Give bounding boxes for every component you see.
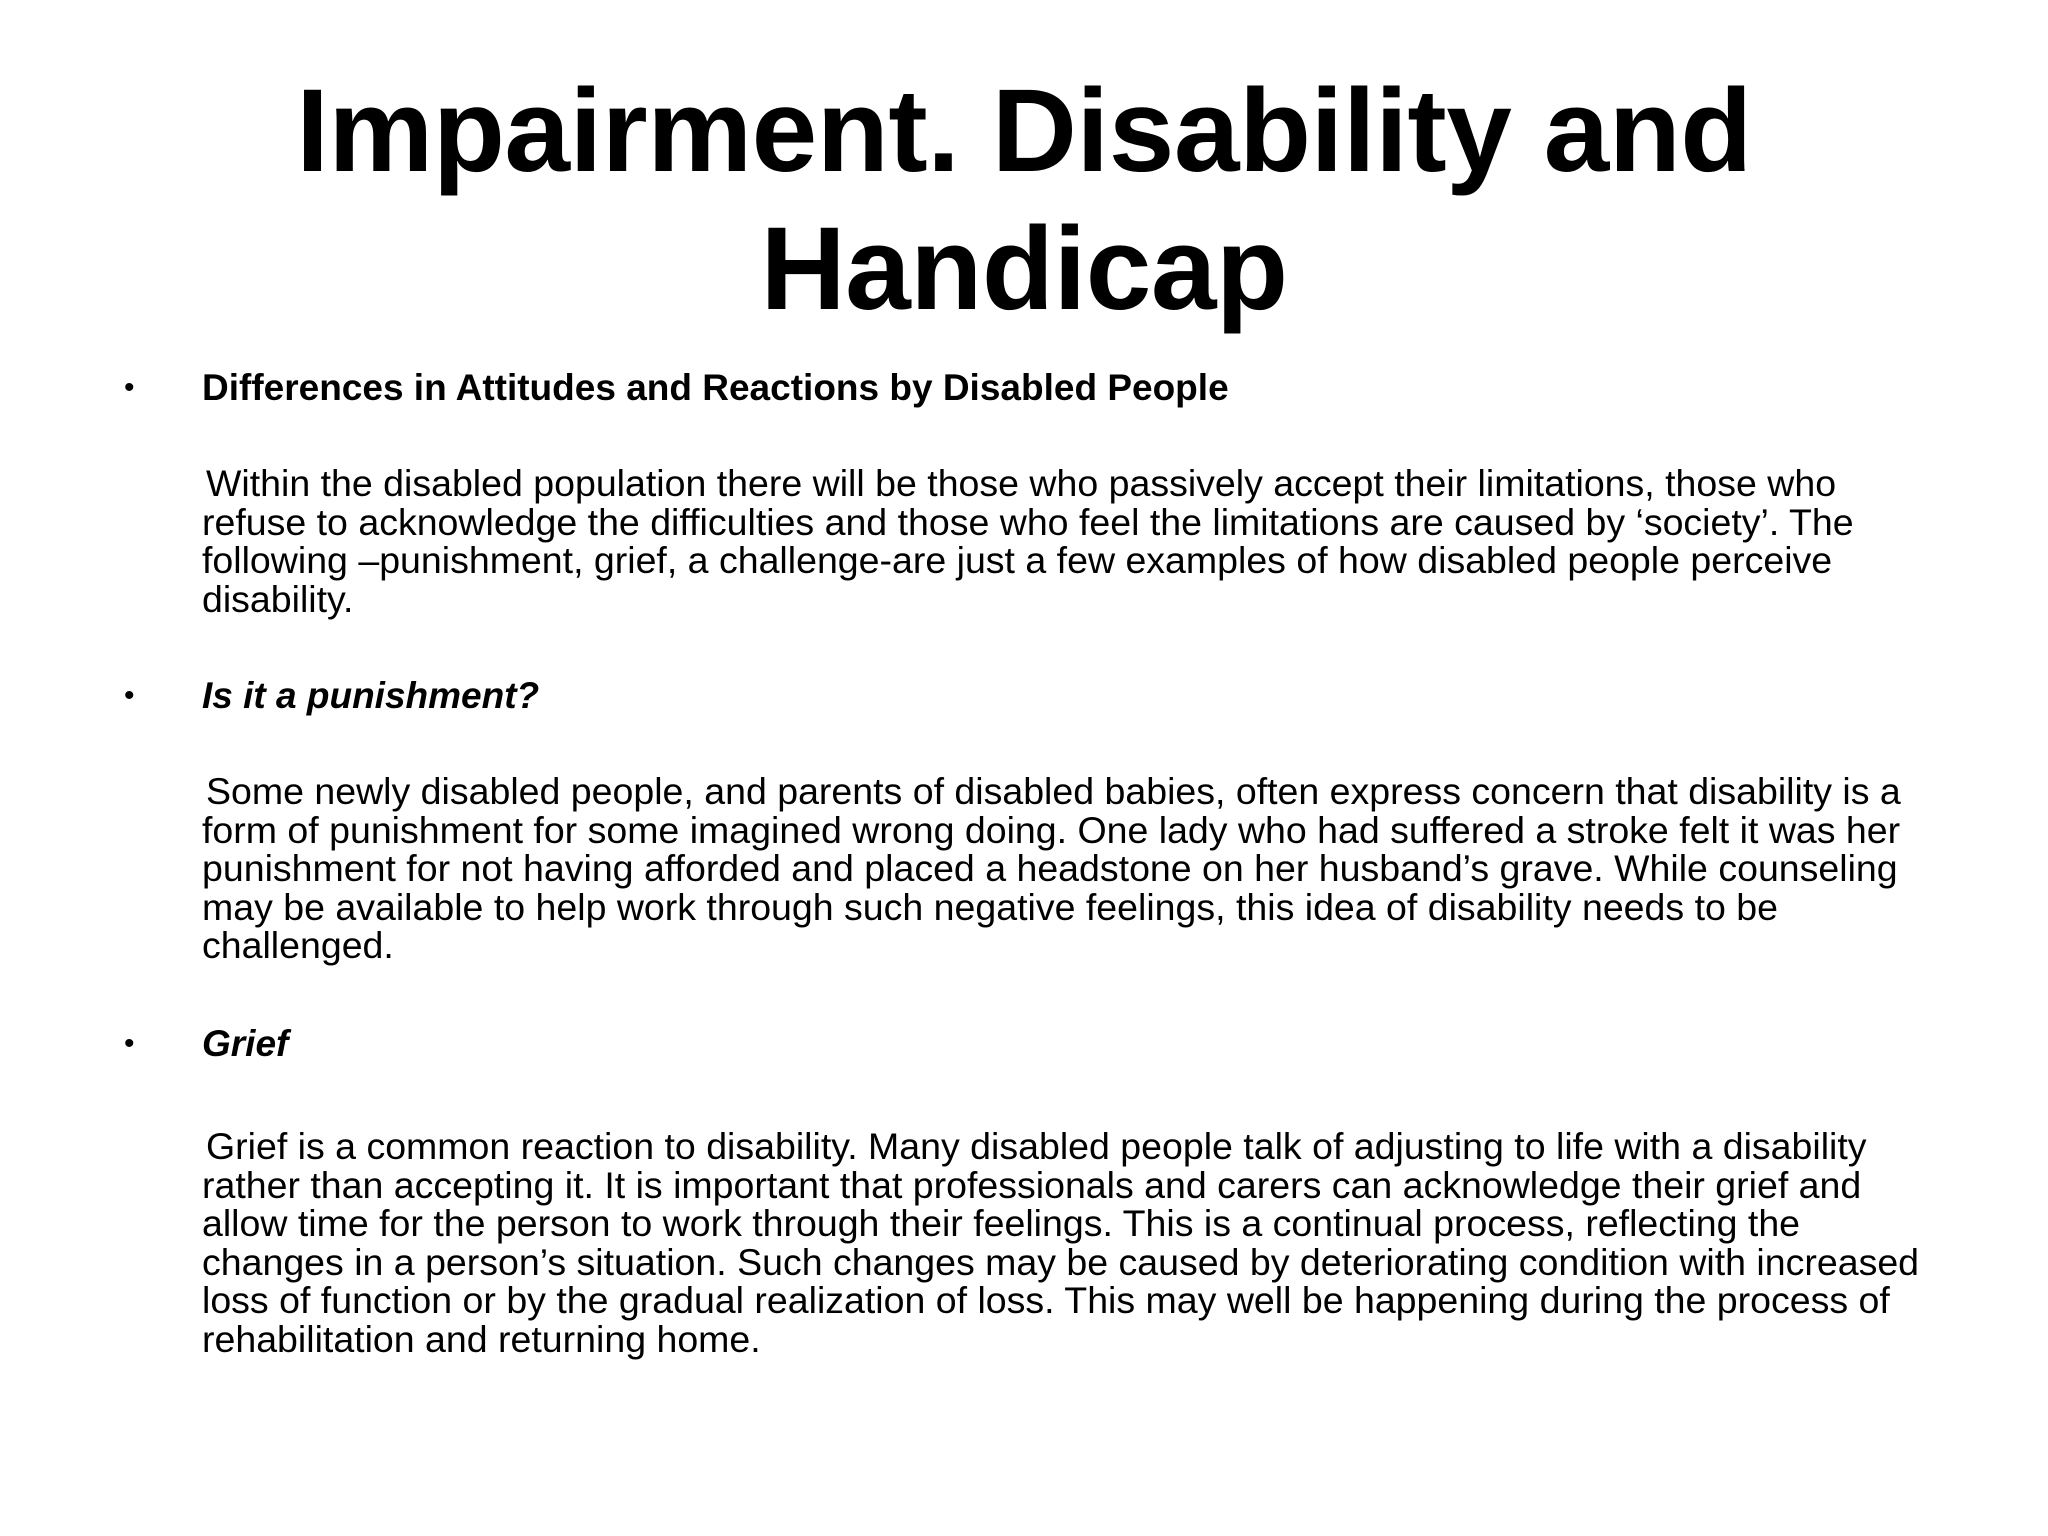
- section-paragraph-grief: Grief is a common reaction to disability. Many disabled people talk of adjusting to life with a disability rather than accepting it. It is important that professionals and carers can acknowledge their grief and allow time for the person to work through their feelings. This is a continual process, reflecting the changes in a person’s situation. Such changes may be caused by deteriorating condition with increased loss of function or by the gradual realization of loss. This may well be happening during the process of rehabilitation and returning home.: [202, 1125, 1920, 1360]
- slide-title: Impairment. Disability and Handicap: [296, 65, 1752, 335]
- bullet-marker: •: [124, 679, 135, 712]
- section-heading-attitudes: Differences in Attitudes and Reactions by Disabled People: [202, 367, 1229, 408]
- section-heading-grief: Grief: [202, 1023, 289, 1064]
- section-paragraph-punishment: Some newly disabled people, and parents of disabled babies, often express concern that disability is a form of punishment for some imagined wrong doing. One lady who had suffered a stroke felt it was her punishment for not having afforded and placed a headstone on her husband’s grave. While counseling may be available to help work through such negative feelings, this idea of disability needs to be challenged.: [202, 770, 1901, 967]
- section-paragraph-attitudes: Within the disabled population there will be those who passively accept their limitations, those who refuse to acknowledge the difficulties and those who feel the limitations are caused by ‘society’. The following –punishment, grief, a challenge-are just a few examples of how disabled people perceive disability.: [202, 462, 1854, 620]
- bullet-marker: •: [124, 1027, 135, 1060]
- bullet-marker: •: [124, 371, 135, 404]
- section-heading-punishment: Is it a punishment?: [202, 675, 540, 716]
